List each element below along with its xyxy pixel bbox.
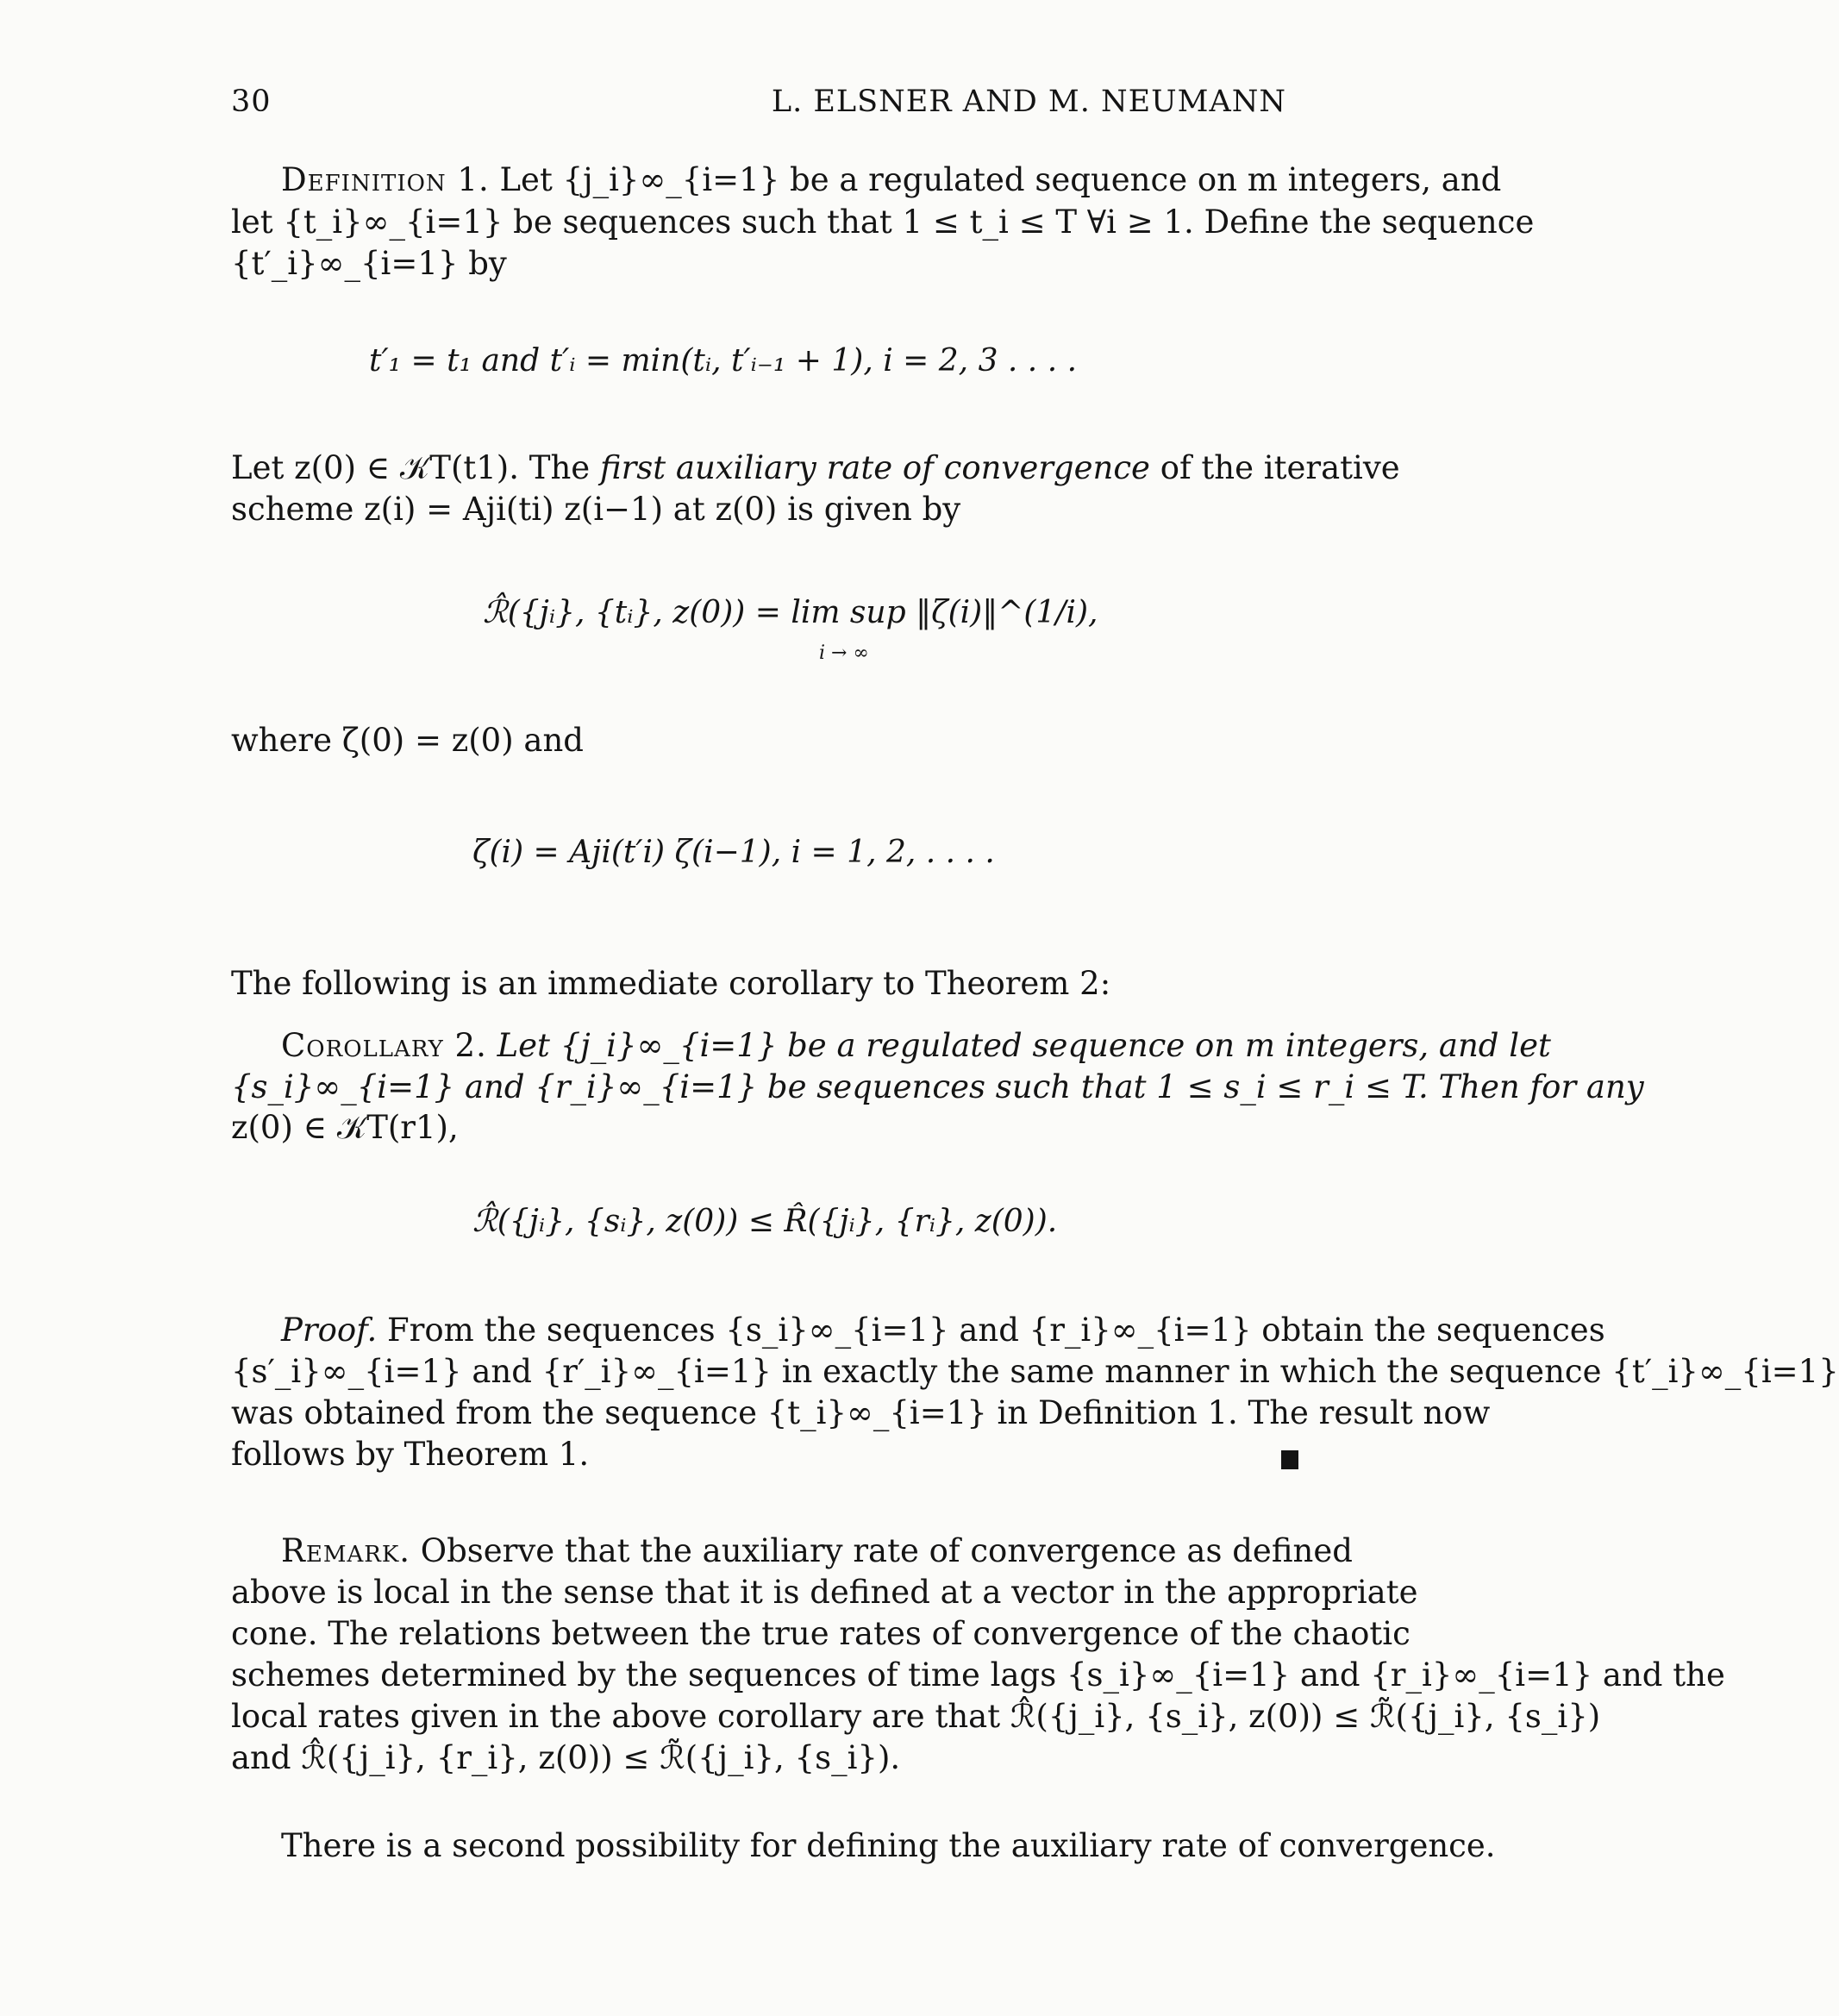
corollary-line-2: {s_i}∞_{i=1} and {r_i}∞_{i=1} be sequences such that 1 ≤ s_i ≤ r_i ≤ T. Then for any	[231, 1068, 1644, 1105]
following-line: The following is an immediate corollary to Theorem 2:	[231, 965, 1111, 1002]
proof-line-3: was obtained from the sequence {t_i}∞_{i=1} in Definition 1. The result now	[231, 1394, 1491, 1431]
remark-line-3: cone. The relations between the true rates of convergence of the chaotic	[231, 1615, 1411, 1652]
definition-label: Definition 1.	[281, 161, 490, 198]
corollary-text-1: Let {j_i}∞_{i=1} be a regulated sequence on m integers, and let	[497, 1027, 1551, 1064]
definition-line-2: let {t_i}∞_{i=1} be sequences such that 1 ≤ t_i ≤ T ∀i ≥ 1. Define the sequence	[231, 203, 1535, 241]
corollary-label: Corollary 2.	[281, 1027, 487, 1064]
remark-line-1	[231, 1531, 1353, 1571]
equation-zeta: ζ(i) = Aji(t′i) ζ(i−1), i = 1, 2, . . . .	[472, 835, 995, 870]
proof-line-2: {s′_i}∞_{i=1} and {r′_i}∞_{i=1} in exactly the same manner in which the sequence {t′_i}∞_{i=1}	[231, 1353, 1839, 1390]
remark-line-2: above is local in the sense that it is defined at a vector in the appropriate	[231, 1574, 1418, 1611]
remark-label: Remark.	[281, 1532, 410, 1569]
first-rate-text-b: of the iterative	[1149, 449, 1400, 486]
proof-line-4: follows by Theorem 1.	[231, 1436, 590, 1473]
closing-line: There is a second possibility for defining the auxiliary rate of convergence.	[281, 1827, 1496, 1864]
equation-rate-limit: i → ∞	[819, 642, 869, 664]
proof-line-1	[231, 1311, 1605, 1350]
proof-text-1: From the sequences {s_i}∞_{i=1} and {r_i}∞_{i=1} obtain the sequences	[387, 1312, 1605, 1349]
equation-rate: ℛ̂({jᵢ}, {tᵢ}, z(0)) = lim sup ‖ζ(i)‖^(1/i),	[483, 595, 1098, 630]
equation-corollary: ℛ̂({jᵢ}, {sᵢ}, z(0)) ≤ R̂({jᵢ}, {rᵢ}, z(0)).	[472, 1204, 1058, 1239]
equation-t-prime: t′₁ = t₁ and t′ᵢ = min(tᵢ, t′ᵢ₋₁ + 1), i = 2, 3 . . . .	[369, 343, 1078, 379]
first-rate-line-2: scheme z(i) = Aji(ti) z(i−1) at z(0) is given by	[231, 491, 961, 528]
corollary-line-1	[231, 1026, 1551, 1066]
definition-text-1: Let {j_i}∞_{i=1} be a regulated sequence on m integers, and	[499, 161, 1502, 198]
remark-text-1: Observe that the auxiliary rate of convergence as defined	[420, 1532, 1353, 1569]
definition-line-3: {t′_i}∞_{i=1} by	[231, 245, 507, 282]
remark-line-4: schemes determined by the sequences of time lags {s_i}∞_{i=1} and {r_i}∞_{i=1} and the	[231, 1656, 1725, 1694]
remark-line-5: local rates given in the above corollary are that ℛ̂({j_i}, {s_i}, z(0)) ≤ ℛ̃({j_i}, {s_i})	[231, 1698, 1601, 1735]
remark-line-6: and ℛ̂({j_i}, {r_i}, z(0)) ≤ ℛ̃({j_i}, {s_i}).	[231, 1739, 901, 1776]
first-rate-text-a: Let z(0) ∈ 𝒦T(t1). The	[231, 449, 600, 486]
definition-line-1	[231, 160, 1502, 200]
first-rate-term: first auxiliary rate of convergence	[599, 449, 1150, 486]
where-line: where ζ(0) = z(0) and	[231, 722, 584, 759]
proof-label: Proof.	[281, 1312, 378, 1349]
qed-mark	[1281, 1450, 1298, 1469]
first-rate-line-1	[231, 448, 1400, 488]
page-number: 30	[231, 85, 272, 119]
corollary-line-3: z(0) ∈ 𝒦T(r1),	[231, 1109, 459, 1146]
running-head: L. ELSNER AND M. NEUMANN	[771, 85, 1286, 119]
